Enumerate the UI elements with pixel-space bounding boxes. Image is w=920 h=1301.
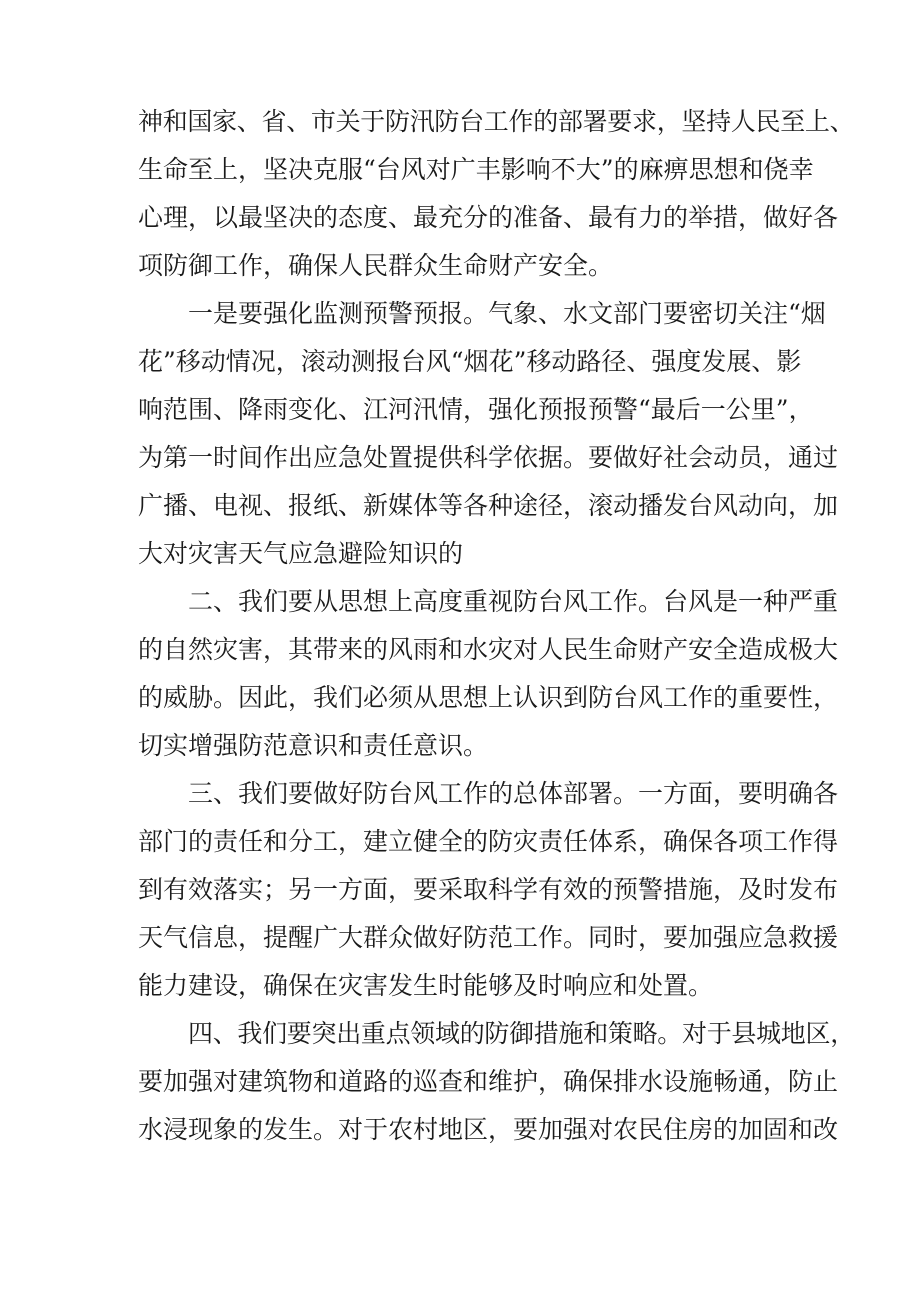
text-line: 到有效落实；另一方面，要采取科学有效的预警措施，及时发布 (138, 875, 839, 904)
text-line: 神和国家、省、市关于防汛防台工作的部署要求，坚持人民至上、 (138, 107, 855, 136)
text-line: 广播、电视、报纸、新媒体等各种途径，滚动播发台风动向，加 (138, 491, 839, 520)
document-body (138, 98, 855, 1154)
text-line: 心理，以最坚决的态度、最充分的准备、最有力的举措，做好各 (138, 203, 839, 232)
text-line: 响范围、降雨变化、江河汛情，强化预报预警“最后一公里”， (138, 395, 814, 424)
text-line: 花”移动情况，滚动测报台风“烟花”移动路径、强度发展、影 (138, 347, 802, 376)
text-line: 能力建设，确保在灾害发生时能够及时响应和处置。 (138, 971, 714, 1000)
text-line: 项防御工作，确保人民群众生命财产安全。 (138, 251, 614, 280)
text-line: 要加强对建筑物和道路的巡查和维护，确保排水设施畅通，防止 (138, 1067, 839, 1096)
text-line: 部门的责任和分工，建立健全的防灾责任体系，确保各项工作得 (138, 827, 839, 856)
text-line: 切实增强防范意识和责任意识。 (138, 731, 489, 760)
text-line: 生命至上，坚决克服“台风对广丰影响不大”的麻痹思想和侥幸 (138, 155, 814, 184)
text-line: 水浸现象的发生。对于农村地区，要加强对农民住房的加固和改 (138, 1115, 839, 1144)
text-line: 为第一时间作出应急处置提供科学依据。要做好社会动员，通过 (138, 443, 839, 472)
text-line: 天气信息，提醒广大群众做好防范工作。同时，要加强应急救援 (138, 923, 839, 952)
text-line: 大对灾害天气应急避险知识的 (138, 539, 464, 568)
text-line: 的自然灾害，其带来的风雨和水灾对人民生命财产安全造成极大 (138, 635, 839, 664)
paragraph-start-line: 一是要强化监测预警预报。气象、水文部门要密切关注“烟 (188, 299, 826, 328)
paragraph-start-line: 四、我们要突出重点领域的防御措施和策略。对于县城地区， (188, 1019, 855, 1048)
paragraph-start-line: 三、我们要做好防台风工作的总体部署。一方面，要明确各 (188, 779, 839, 808)
text-line: 的威胁。因此，我们必须从思想上认识到防台风工作的重要性， (138, 683, 839, 712)
paragraph-start-line: 二、我们要从思想上高度重视防台风工作。台风是一种严重 (188, 587, 839, 616)
